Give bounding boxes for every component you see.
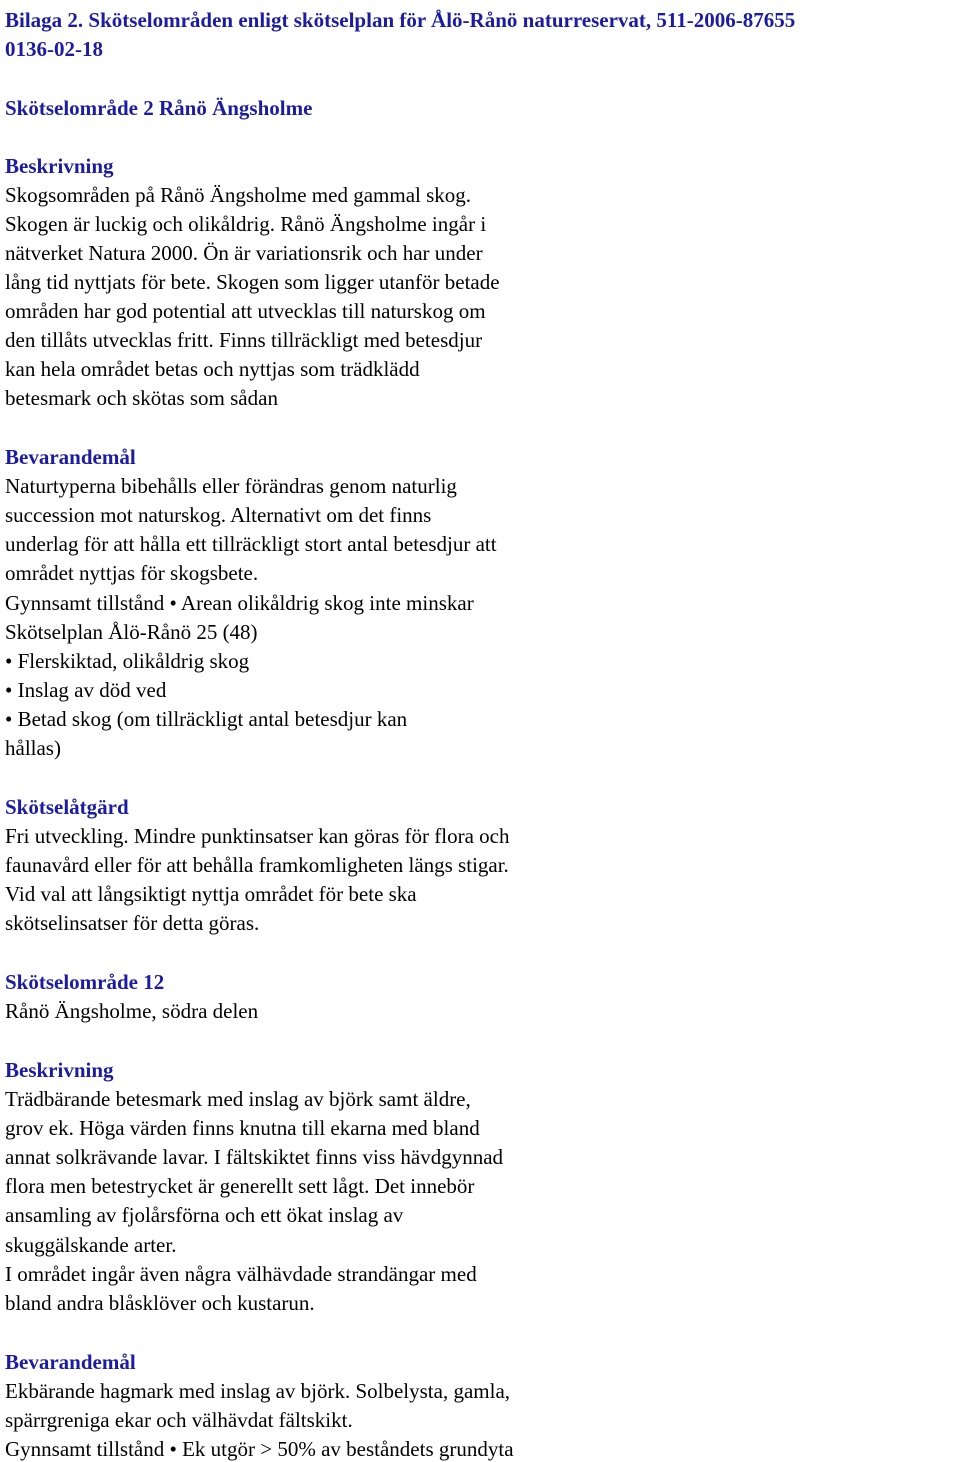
section-heading-area-12: Skötselområde 12 — [5, 970, 165, 994]
area-2-skotselatgard-line: faunavård eller för att behålla framkomligheten längs stigar. — [5, 853, 509, 877]
area-2-beskrivning-line: den tillåts utvecklas fritt. Finns tillräckligt med betesdjur — [5, 328, 483, 352]
area-2-bevarandemal-line: • Flerskiktad, olikåldrig skog — [5, 649, 250, 673]
area-2-bevarandemal-line: Naturtyperna bibehålls eller förändras genom naturlig — [5, 474, 457, 498]
area-12-beskrivning-line: grov ek. Höga värden finns knutna till ekarna med bland — [5, 1116, 480, 1140]
area-2-bevarandemal-line: området nyttjas för skogsbete. — [5, 561, 259, 585]
area-2-bevarandemal-line: Skötselplan Ålö-Rånö 25 (48) — [5, 620, 258, 644]
area-12-beskrivning-line: flora men betestrycket är generellt sett lågt. Det innebör — [5, 1174, 475, 1198]
area-2-bevarandemal-line: • Betad skog (om tillräckligt antal betesdjur kan — [5, 707, 408, 731]
area-2-skotselatgard-line: skötselinsatser för detta göras. — [5, 911, 260, 935]
section-heading-area-2: Skötselområde 2 Rånö Ängsholme — [5, 96, 313, 120]
area-12-subtitle: Rånö Ängsholme, södra delen — [5, 999, 259, 1023]
area-2-beskrivning-line: områden har god potential att utvecklas till naturskog om — [5, 299, 486, 323]
area-2-beskrivning-line: lång tid nyttjats för bete. Skogen som ligger utanför betade — [5, 270, 500, 294]
area-12-beskrivning-line: skuggälskande arter. — [5, 1233, 177, 1257]
area-2-beskrivning-line: Skogen är luckig och olikåldrig. Rånö Ängsholme ingår i — [5, 212, 487, 236]
area-12-bevarandemal-line: spärrgreniga ekar och välhävdat fältskikt. — [5, 1408, 353, 1432]
area-12-beskrivning-line: ansamling av fjolårsförna och ett ökat inslag av — [5, 1203, 404, 1227]
area-2-beskrivning-line: betesmark och skötas som sådan — [5, 386, 278, 410]
area-2-bevarandemal-line: Gynnsamt tillstånd • Arean olikåldrig skog inte minskar — [5, 591, 474, 615]
area-2-beskrivning-line: kan hela området betas och nyttjas som trädklädd — [5, 357, 420, 381]
area-12-bevarandemal-label: Bevarandemål — [5, 1350, 136, 1374]
area-2-beskrivning-line: nätverket Natura 2000. Ön är variationsrik och har under — [5, 241, 483, 265]
document-title-line-1: Bilaga 2. Skötselområden enligt skötselplan för Ålö-Rånö naturreservat, 511-2006-87655 — [5, 8, 796, 32]
area-2-bevarandemal-line: hållas) — [5, 736, 61, 760]
area-2-bevarandemal-line: • Inslag av död ved — [5, 678, 167, 702]
area-2-beskrivning-line: Skogsområden på Rånö Ängsholme med gammal skog. — [5, 183, 472, 207]
area-2-beskrivning-label: Beskrivning — [5, 154, 114, 178]
area-12-beskrivning-line: bland andra blåsklöver och kustarun. — [5, 1291, 315, 1315]
area-12-bevarandemal-line: Gynnsamt tillstånd • Ek utgör > 50% av beståndets grundyta — [5, 1437, 514, 1461]
area-12-beskrivning-line: Trädbärande betesmark med inslag av björk samt äldre, — [5, 1087, 471, 1111]
area-2-skotselatgard-label: Skötselåtgärd — [5, 795, 129, 819]
area-2-skotselatgard-line: Vid val att långsiktigt nyttja området för bete ska — [5, 882, 417, 906]
document-title-line-2: 0136-02-18 — [5, 37, 103, 61]
area-12-beskrivning-line: I området ingår även några välhävdade strandängar med — [5, 1262, 477, 1286]
area-2-bevarandemal-line: succession mot naturskog. Alternativt om det finns — [5, 503, 432, 527]
area-2-bevarandemal-line: underlag för att hålla ett tillräckligt stort antal betesdjur att — [5, 532, 497, 556]
area-12-beskrivning-label: Beskrivning — [5, 1058, 114, 1082]
area-12-beskrivning-line: annat solkrävande lavar. I fältskiktet finns viss hävdgynnad — [5, 1145, 504, 1169]
area-2-skotselatgard-line: Fri utveckling. Mindre punktinsatser kan göras för flora och — [5, 824, 510, 848]
area-12-bevarandemal-line: Ekbärande hagmark med inslag av björk. Solbelysta, gamla, — [5, 1379, 511, 1403]
area-2-bevarandemal-label: Bevarandemål — [5, 445, 136, 469]
